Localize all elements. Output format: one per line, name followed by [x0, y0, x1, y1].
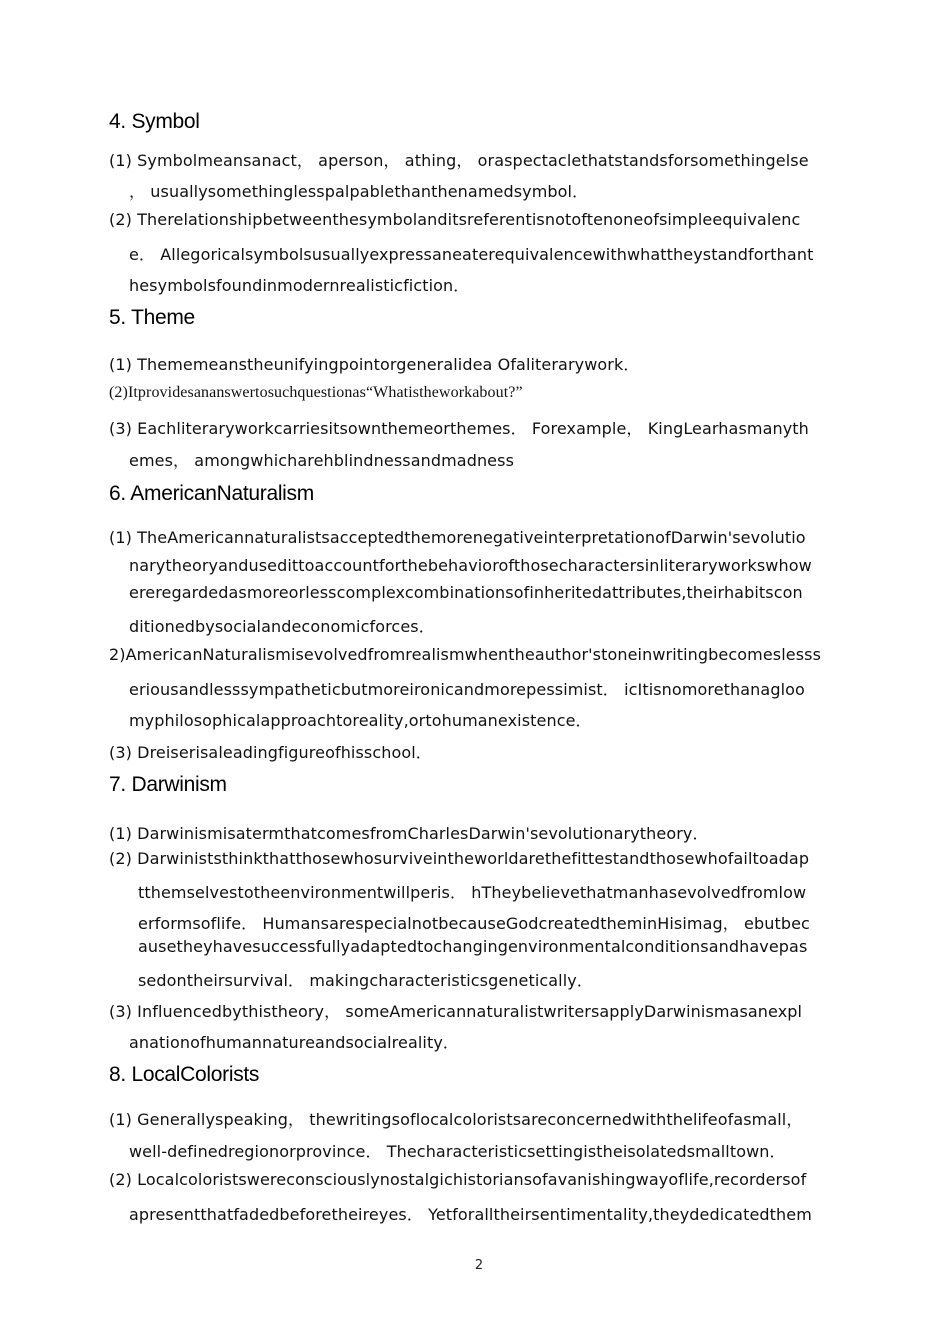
text-line: (3) Influencedbythistheory， someAmericannaturalistwritersapplyDarwinismasanexpl	[109, 1002, 803, 1021]
text-line: 2)AmericanNaturalismisevolvedfromrealismwhentheauthor'stoneinwritingbecomeslesss	[109, 645, 821, 664]
text-line: hesymbolsfoundinmodernrealisticfiction．	[129, 276, 470, 295]
section-heading-american-naturalism: 6. AmericanNaturalism	[109, 482, 314, 505]
text-line: e． Allegoricalsymbolsusuallyexpressaneaterequivalencewithwhattheystandforthant	[129, 245, 814, 264]
text-line: ausetheyhavesuccessfullyadaptedtochangingenvironmentalconditionsandhavepas	[138, 937, 808, 956]
text-line: (2) Therelationshipbetweenthesymbolanditsreferentisnotoftenoneofsimpleequivalenc	[109, 210, 801, 229]
section-heading-local-colorists: 8. LocalColorists	[109, 1063, 260, 1086]
text-line: (1) Symbolmeansanact， aperson， athing， oraspectaclethatstandsforsomethingelse	[109, 151, 809, 170]
section-heading-darwinism: 7. Darwinism	[109, 773, 227, 796]
text-line: (1) TheAmericannaturalistsacceptedthemorenegativeinterpretationofDarwin'sevolutio	[109, 528, 806, 547]
text-line: (1) Thememeanstheunifyingpointorgeneralidea Ofaliterarywork．	[109, 355, 640, 374]
text-line: myphilosophicalapproachtoreality,ortohumanexistence．	[129, 711, 592, 730]
text-line: sedontheirsurvival． makingcharacteristicsgenetically．	[138, 971, 593, 990]
page-number: 2	[474, 1258, 484, 1273]
text-line: (2)Itprovidesananswertosuchquestionas“Whatistheworkabout?”	[109, 384, 523, 401]
text-line: (1) Generallyspeaking， thewritingsoflocalcoloristsareconcernedwiththelifeofasmall，	[109, 1110, 803, 1129]
text-line: well-definedregionorprovince． Thecharacteristicsettingistheisolatedsmalltown．	[129, 1142, 786, 1161]
text-line: (3) Eachliteraryworkcarriesitsownthemeorthemes． Forexample， KingLearhasmanyth	[109, 419, 809, 438]
section-heading-symbol: 4. Symbol	[109, 110, 200, 133]
text-line: eriousandlesssympatheticbutmoreironicandmorepessimist． icItisnomorethanagloo	[129, 680, 805, 699]
text-line: narytheoryandusedittoaccountforthebehaviorofthosecharactersinliteraryworkswhow	[129, 556, 812, 575]
text-line: anationofhumannatureandsocialreality．	[129, 1033, 459, 1052]
text-line: apresentthatfadedbeforetheireyes． Yetforalltheirsentimentality,theydedicatedthem	[129, 1205, 812, 1224]
section-heading-theme: 5. Theme	[109, 306, 195, 329]
text-line: ， usuallysomethinglesspalpablethanthenamedsymbol．	[129, 182, 589, 201]
text-line: (2) Localcoloristswereconsciouslynostalgichistoriansofavanishingwayoflife,recordersof	[109, 1170, 807, 1189]
text-line: tthemselvestotheenvironmentwillperis． hTheybelievethatmanhasevolvedfromlow	[138, 883, 807, 902]
text-line: ereregardedasmoreorlesscomplexcombinationsofinheritedattributes,theirhabitscon	[129, 583, 803, 602]
text-line: (1) DarwinismisatermthatcomesfromCharlesDarwin'sevolutionarytheory．	[109, 824, 709, 843]
text-line: ditionedbysocialandeconomicforces．	[129, 617, 435, 636]
text-line: emes， amongwhicharehblindnessandmadness	[129, 451, 515, 470]
text-line: (2) Darwiniststhinkthatthosewhosurviveintheworldarethefittestandthosewhofailtoadap	[109, 849, 810, 868]
text-line: (3) Dreiserisaleadingfigureofhisschool．	[109, 743, 432, 762]
text-line: erformsoflife． HumansarespecialnotbecauseGodcreatedtheminHisimag， ebutbec	[138, 914, 810, 933]
